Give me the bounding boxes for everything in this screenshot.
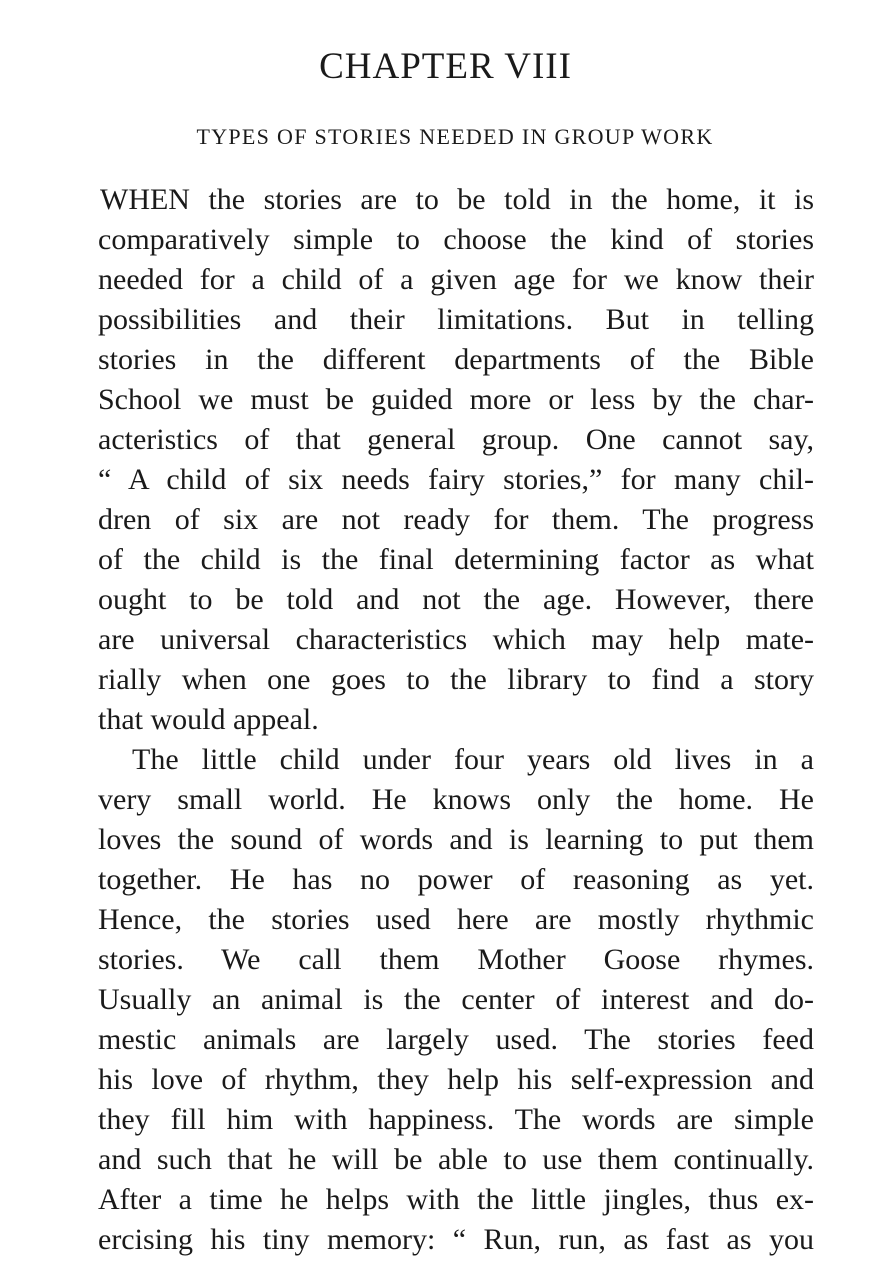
text-line: WHEN the stories are to be told in the home, it is — [100, 183, 814, 216]
text-line: that would appeal. — [98, 703, 319, 736]
text-line: his love of rhythm, they help his self-expression and — [98, 1063, 814, 1096]
text-line: possibilities and their limitations. But in telling — [98, 303, 814, 336]
text-line: comparatively simple to choose the kind of stories — [98, 223, 814, 256]
text-line: rially when one goes to the library to find a story — [98, 663, 814, 696]
text-line: ercising his tiny memory: “ Run, run, as fast as you — [98, 1223, 814, 1256]
text-line: “ A child of six needs fairy stories,” for many chil- — [98, 463, 814, 496]
text-line: acteristics of that general group. One cannot say, — [98, 423, 814, 456]
paragraph-2 — [98, 740, 814, 1260]
text-line: The little child under four years old lives in a — [132, 743, 814, 776]
chapter-title: CHAPTER VIII — [319, 46, 572, 87]
text-line: they fill him with happiness. The words are simple — [98, 1103, 814, 1136]
text-line: dren of six are not ready for them. The progress — [98, 503, 814, 536]
text-line: needed for a child of a given age for we know their — [98, 263, 814, 296]
text-line: stories in the different departments of the Bible — [98, 343, 814, 376]
text-line: ought to be told and not the age. However, there — [98, 583, 814, 616]
text-line: together. He has no power of reasoning as yet. — [98, 863, 814, 896]
text-line: and such that he will be able to use them continually. — [98, 1143, 814, 1176]
text-line: After a time he helps with the little jingles, thus ex- — [98, 1183, 814, 1216]
text-line: stories. We call them Mother Goose rhymes. — [98, 943, 814, 976]
text-line: School we must be guided more or less by the char- — [98, 383, 814, 416]
text-line: of the child is the final determining factor as what — [98, 543, 814, 576]
text-line: loves the sound of words and is learning to put them — [98, 823, 814, 856]
text-line: Hence, the stories used here are mostly rhythmic — [98, 903, 814, 936]
text-line: mestic animals are largely used. The stories feed — [98, 1023, 814, 1056]
chapter-subtitle: TYPES OF STORIES NEEDED IN GROUP WORK — [196, 124, 714, 149]
text-line: very small world. He knows only the home. He — [98, 783, 814, 816]
paragraph-1 — [98, 180, 814, 740]
text-line: Usually an animal is the center of interest and do- — [98, 983, 814, 1016]
text-line: are universal characteristics which may help mate- — [98, 623, 814, 656]
chapter-body — [98, 180, 814, 1260]
